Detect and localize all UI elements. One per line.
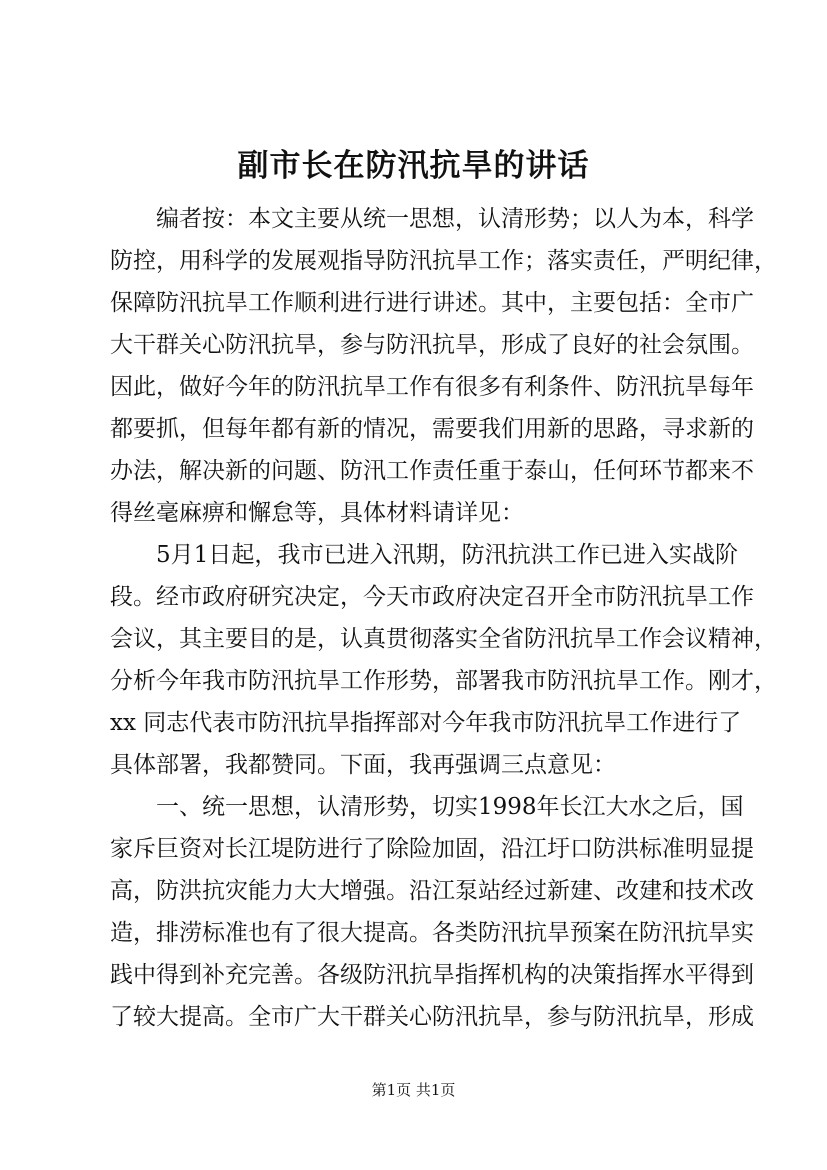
paragraph-line: 会议，其主要目的是，认真贯彻落实全省防汛抗旱工作会议精神， bbox=[110, 626, 777, 652]
paragraph-line: 具体部署，我都赞同。下面，我再强调三点意见： bbox=[110, 752, 616, 778]
paragraph-line: 高，防洪抗灾能力大大增强。沿江泵站经过新建、改建和技术改 bbox=[110, 878, 754, 904]
paragraph-line: 家斥巨资对长江堤防进行了除险加固，沿江圩口防洪标准明显提 bbox=[110, 836, 754, 862]
paragraph-line: xx 同志代表市防汛抗旱指挥部对今年我市防汛抗旱工作进行了 bbox=[110, 710, 742, 736]
paragraph-line: 保障防汛抗旱工作顺利进行进行讲述。其中，主要包括：全市广 bbox=[110, 290, 754, 316]
paragraph-line: 践中得到补充完善。各级防汛抗旱指挥机构的决策指挥水平得到 bbox=[110, 962, 754, 988]
document-title: 副市长在防汛抗旱的讲话 bbox=[237, 148, 590, 184]
paragraph-line: 大干群关心防汛抗旱，参与防汛抗旱，形成了良好的社会氛围。 bbox=[110, 332, 754, 358]
paragraph-line: 都要抓，但每年都有新的情况，需要我们用新的思路，寻求新的 bbox=[110, 416, 754, 442]
paragraph-line: 了较大提高。全市广大干群关心防汛抗旱，参与防汛抗旱，形成 bbox=[110, 1004, 754, 1030]
paragraph-line: 办法，解决新的问题、防汛工作责任重于泰山，任何环节都来不 bbox=[110, 458, 754, 484]
paragraph-line: 造，排涝标准也有了很大提高。各类防汛抗旱预案在防汛抗旱实 bbox=[110, 920, 754, 946]
paragraph-line: 防控，用科学的发展观指导防汛抗旱工作；落实责任，严明纪律， bbox=[110, 248, 777, 274]
paragraph-line: 5月1日起，我市已进入汛期，防汛抗洪工作已进入实战阶 bbox=[156, 542, 738, 568]
paragraph-line: 得丝毫麻痹和懈怠等，具体材料请详见： bbox=[110, 500, 524, 526]
paragraph-line: 段。经市政府研究决定，今天市政府决定召开全市防汛抗旱工作 bbox=[110, 584, 754, 610]
paragraph-line: 一、统一思想，认清形势，切实1998年长江大水之后，国 bbox=[156, 794, 744, 820]
page-footer: 第1页 共1页 bbox=[371, 1081, 456, 1099]
document-body bbox=[110, 198, 777, 1038]
paragraph-line: 编者按：本文主要从统一思想，认清形势；以人为本，科学 bbox=[156, 206, 754, 232]
paragraph-line: 分析今年我市防汛抗旱工作形势，部署我市防汛抗旱工作。刚才， bbox=[110, 668, 777, 694]
paragraph-line: 因此，做好今年的防汛抗旱工作有很多有利条件、防汛抗旱每年 bbox=[110, 374, 754, 400]
